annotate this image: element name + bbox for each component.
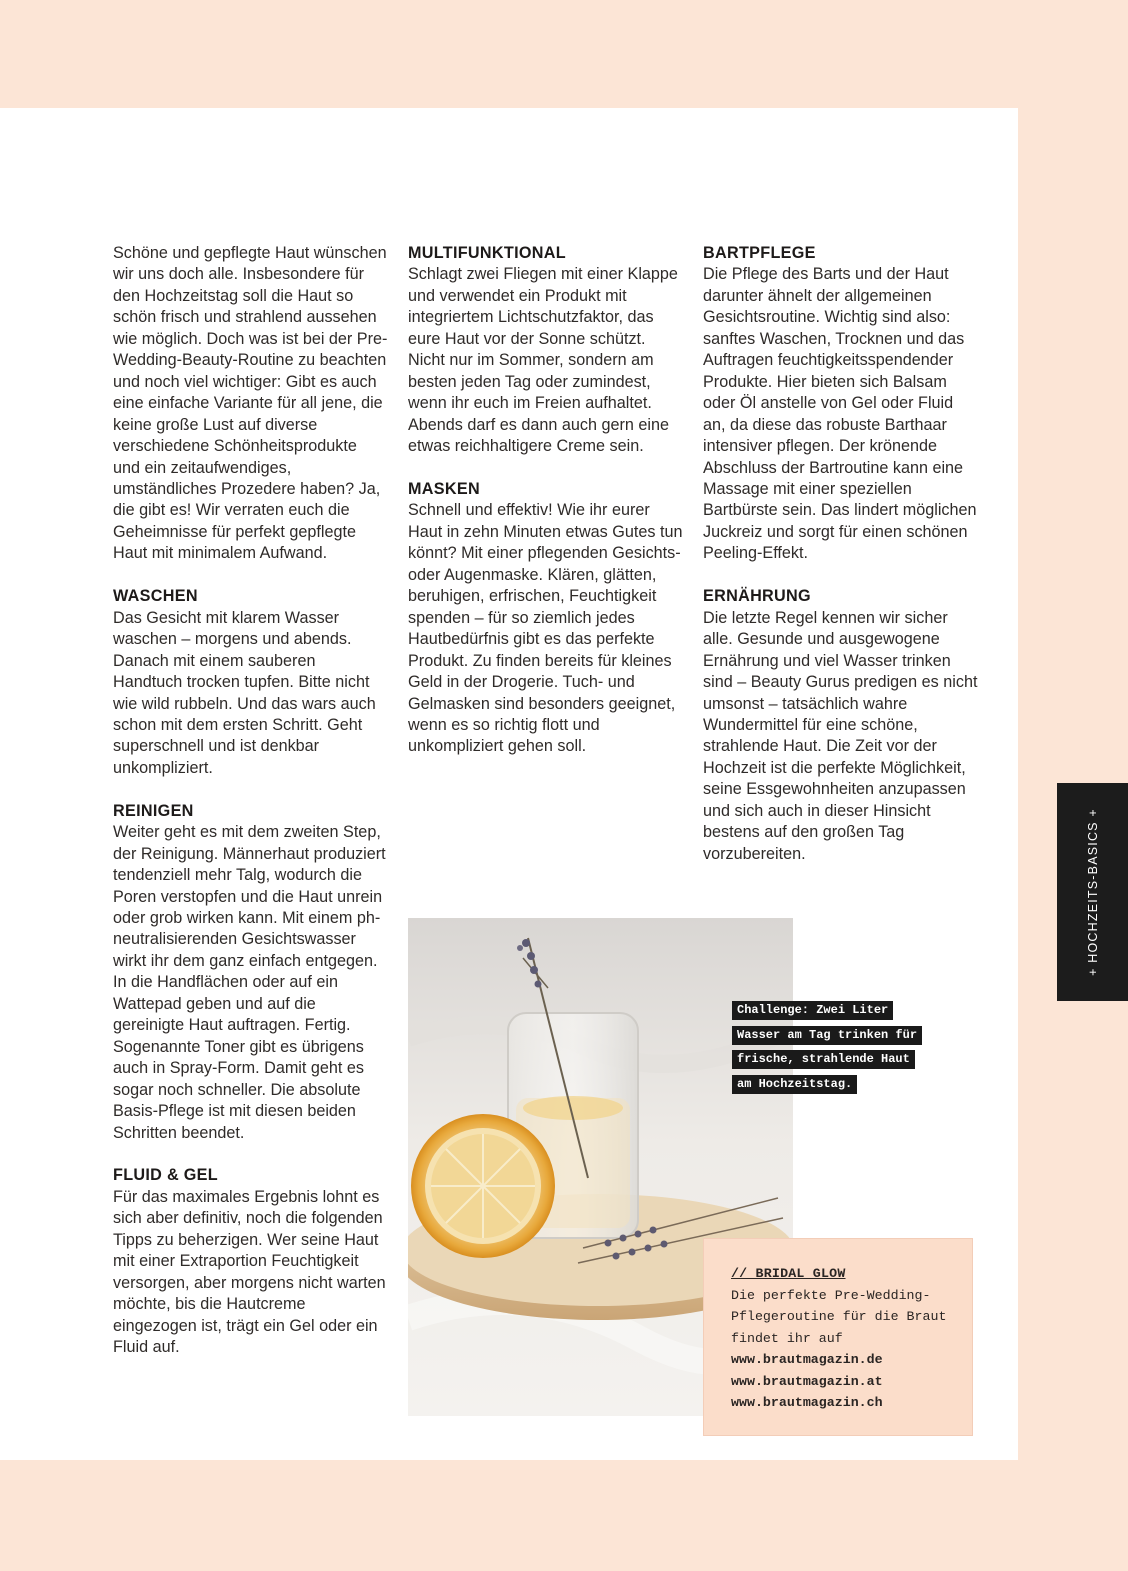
- section-reinigen: [113, 801, 388, 1144]
- website-link-de[interactable]: www.brautmagazin.de: [731, 1352, 883, 1367]
- caption-line: am Hochzeitstag.: [732, 1075, 857, 1094]
- section-text: Die Pflege des Barts und der Haut darunter ähnelt der allgemeinen Gesichtsroutine. Wichtig sind also: sanftes Waschen, Trocknen und das Auftragen feuchtigkeitsspendender Produkte. Hier bieten sich Balsam oder Öl anstelle von Gel oder Fluid an, da diese das robuste Barthaar intensiver pflegen. Der krönende Abschluss der Bartroutine kann eine Massage mit einer speziellen Bartbürste sein. Das lindert möglichen Juckreiz und sorgt für einen schönen Peeling-Effekt.: [703, 265, 977, 563]
- infobox-text: Pflegeroutine für die Braut: [731, 1309, 947, 1324]
- section-waschen: [113, 586, 388, 779]
- bridal-glow-infobox: [703, 1238, 973, 1436]
- section-title: MASKEN: [408, 479, 480, 498]
- caption-line: Challenge: Zwei Liter: [732, 1001, 893, 1020]
- intro-paragraph: Schöne und gepflegte Haut wünschen wir uns doch alle. Insbesondere für den Hochzeitstag soll die Haut so schön frisch und strahlend aussehen wie möglich. Doch was ist bei der Pre-Wedding-Beauty-Routine zu beachten und noch viel wichtiger: Gibt es auch eine einfache Variante für all jene, die keine große Lust auf diverse verschiedene Schönheitsprodukte und ein zeitaufwendiges, umständliches Prozedere haben? Ja, die gibt es! Wir verraten euch die Geheimnisse für perfekt gepflegte Haut mit minimalem Aufwand.: [113, 244, 388, 563]
- section-title: WASCHEN: [113, 587, 198, 606]
- section-bartpflege: [703, 243, 978, 565]
- website-link-ch[interactable]: www.brautmagazin.ch: [731, 1395, 883, 1410]
- text-column-3: [703, 243, 978, 865]
- infobox-title: // BRIDAL GLOW: [731, 1266, 846, 1281]
- section-title: FLUID & GEL: [113, 1166, 218, 1185]
- infobox-text: Die perfekte Pre-Wedding-: [731, 1287, 931, 1303]
- caption-line: Wasser am Tag trinken für: [732, 1026, 922, 1045]
- section-text: Das Gesicht mit klarem Wasser waschen – morgens und abends. Danach mit einem sauberen Handtuch trocken tupfen. Bitte nicht wie wild rubbeln. Und das wars auch schon mit dem ersten Schritt. Geht superschnell und ist denkbar unkompliziert.: [113, 608, 376, 777]
- section-title: BARTPFLEGE: [703, 244, 816, 262]
- section-title: REINIGEN: [113, 801, 194, 820]
- text-column-1: [113, 243, 388, 1359]
- website-link-at[interactable]: www.brautmagazin.at: [731, 1373, 883, 1389]
- section-multifunktional: [408, 243, 683, 458]
- section-masken: [408, 479, 683, 758]
- photo-caption: [732, 1000, 932, 1098]
- section-fluid-gel: [113, 1165, 388, 1358]
- section-text: Schnell und effektiv! Wie ihr eurer Haut in zehn Minuten etwas Gutes tun könnt? Mit einer pflegenden Gesichts- oder Augenmaske. Klären, glätten, beruhigen, erfrischen, Feuchtigkeit spenden – für so ziemlich jedes Hautbedürfnis gibt es das perfekte Produkt. Zu finden bereits für kleines Geld in der Drogerie. Tuch- und Gelmasken sind besonders geeignet, wenn es so richtig flott und unkompliziert gehen soll.: [408, 501, 683, 756]
- infobox-text: findet ihr auf: [731, 1330, 843, 1346]
- section-title: ERNÄHRUNG: [703, 587, 811, 606]
- section-side-tab: [1057, 783, 1128, 1001]
- side-tab-label: + HOCHZEITS-BASICS +: [1085, 808, 1100, 976]
- section-ernaehrung: [703, 586, 978, 865]
- section-text: Die letzte Regel kennen wir sicher alle. Gesunde und ausgewogene Ernährung und viel Wasser trinken sind – Beauty Gurus predigen es nicht umsonst – tatsächlich wahre Wundermittel für eine schöne, strahlende Haut. Die Zeit vor der Hochzeit ist die perfekte Möglichkeit, seine Essgewohnheiten anzupassen und sich auch in dieser Hinsicht bestens auf den großen Tag vorzubereiten.: [703, 608, 978, 863]
- section-text: Schlagt zwei Fliegen mit einer Klappe und verwendet ein Produkt mit integriertem Lichtschutzfaktor, das eure Haut vor der Sonne schützt. Nicht nur im Sommer, sondern am besten jeden Tag oder zumindest, wenn ihr euch im Freien aufhaltet. Abends darf es dann auch gern eine etwas reichhaltigere Creme sein.: [408, 265, 678, 456]
- section-text: Weiter geht es mit dem zweiten Step, der Reinigung. Männerhaut produziert tendenziell mehr Talg, wodurch die Poren verstopfen und die Haut unrein oder grob wirken kann. Mit einem ph-neutralisierenden Gesichtswasser wirkt ihr dem ganz einfach entgegen. In die Handflächen oder auf ein Wattepad geben und auf die gereinigte Haut auftragen. Fertig. Sogenannte Toner gibt es übrigens auch in Spray-Form. Damit geht es sogar noch schneller. Die absolute Basis-Pflege ist mit diesen beiden Schritten beendet.: [113, 823, 386, 1142]
- section-text: Für das maximales Ergebnis lohnt es sich aber definitiv, noch die folgenden Tipps zu beherzigen. Wer seine Haut mit einer Extraportion Feuchtigkeit versorgen, aber morgens nicht warten möchte, bis die Hautcreme eingezogen ist, trägt ein Gel oder ein Fluid auf.: [113, 1187, 386, 1357]
- text-column-2: [408, 243, 683, 758]
- magazine-page: [0, 108, 1018, 1460]
- section-title: MULTIFUNKTIONAL: [408, 244, 566, 262]
- caption-line: frische, strahlende Haut: [732, 1050, 915, 1069]
